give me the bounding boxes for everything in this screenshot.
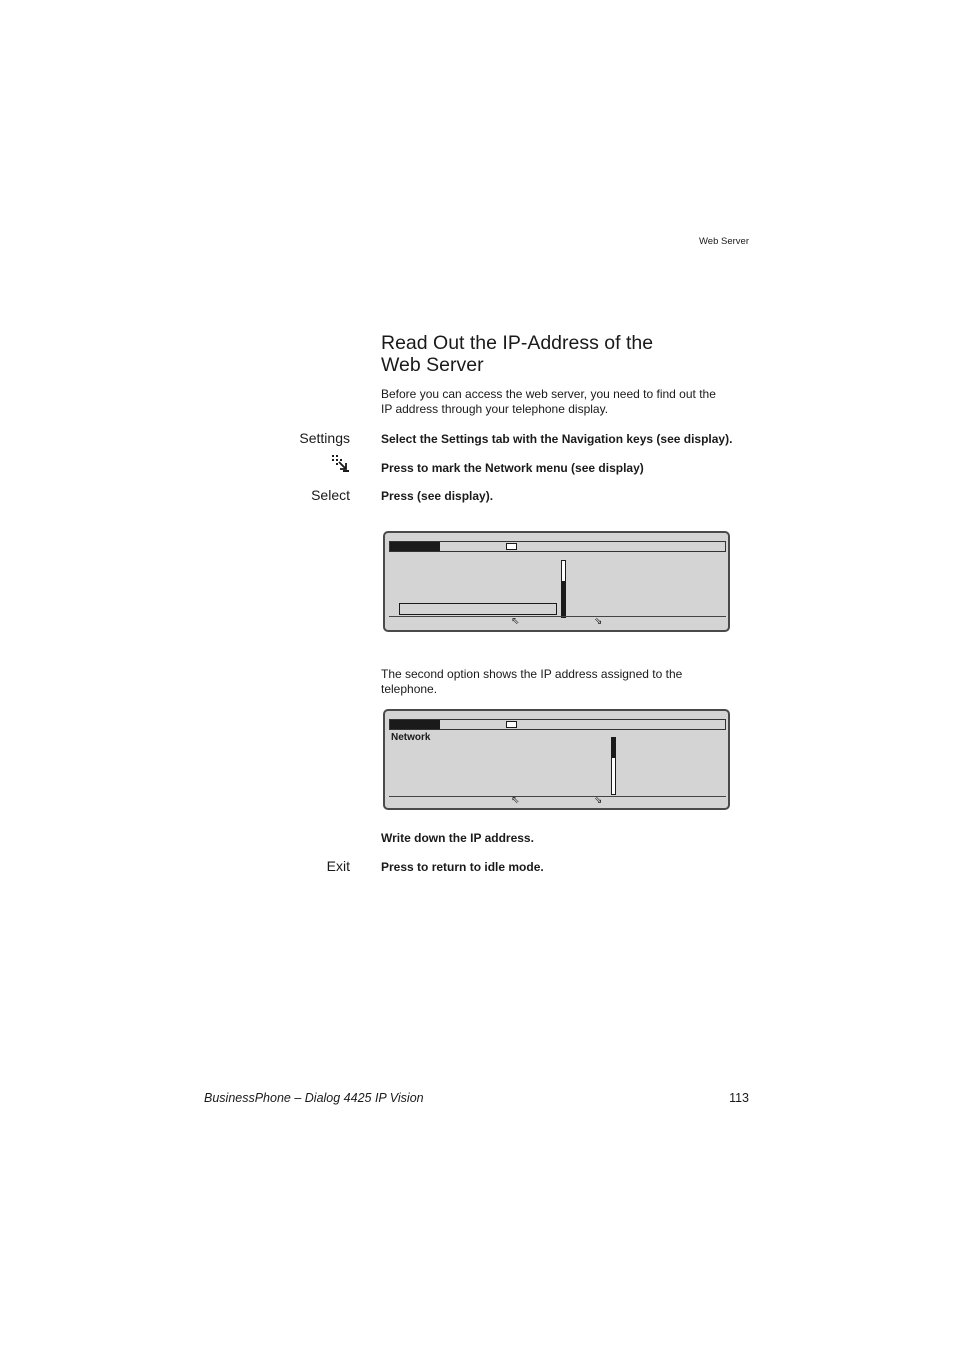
intro-line-2: IP address through your telephone display. — [381, 402, 609, 416]
display-softkey-divider — [389, 616, 726, 617]
footer-product-name: BusinessPhone – Dialog 4425 IP Vision — [204, 1091, 424, 1105]
settings-key-label: Settings — [299, 430, 350, 446]
nav-down-right-icon: ⇘ — [594, 795, 603, 806]
note-line-1: The second option shows the IP address assigned to the — [381, 667, 683, 681]
select-key-label: Select — [311, 487, 350, 503]
section-title-line-2: Web Server — [381, 354, 484, 376]
display-menu-caption: Network — [391, 732, 431, 743]
display-selection-box — [399, 603, 557, 615]
nav-down-right-icon: ⇘ — [594, 616, 603, 627]
display-scrollbar — [561, 560, 566, 618]
nav-up-left-icon: ⇖ — [511, 795, 520, 806]
display-scrollbar — [611, 737, 616, 795]
display-scrollbar-thumb — [562, 581, 565, 617]
note-paragraph — [381, 667, 721, 696]
phone-display-network — [383, 709, 730, 810]
step-return-idle: Press to return to idle mode. — [381, 860, 544, 874]
step-press-select: Press (see display). — [381, 489, 494, 503]
footer-page-number: 113 — [729, 1091, 749, 1105]
section-title — [381, 332, 761, 376]
section-title-line-1: Read Out the IP-Address of the — [381, 332, 654, 354]
step-write-down-ip: Write down the IP address. — [381, 831, 534, 845]
display-scrollbar-thumb — [612, 738, 615, 758]
display-softkey-divider — [389, 796, 726, 797]
display-tab-bar — [389, 541, 726, 552]
display-tab-bar — [389, 719, 726, 730]
display-tab-icon — [506, 543, 517, 550]
display-active-tab — [390, 542, 440, 551]
step-mark-network-menu: Press to mark the Network menu (see display) — [381, 461, 644, 475]
display-active-tab — [390, 720, 440, 729]
display-tab-icon — [506, 721, 517, 728]
intro-line-1: Before you can access the web server, you need to find out the — [381, 387, 716, 401]
intro-paragraph — [381, 387, 751, 417]
exit-key-label: Exit — [326, 858, 350, 874]
nav-up-left-icon: ⇖ — [511, 616, 520, 627]
note-line-2: telephone. — [381, 681, 438, 696]
step-select-settings-tab: Select the Settings tab with the Navigation keys (see display). — [381, 432, 733, 446]
running-head: Web Server — [699, 236, 749, 247]
phone-display-settings — [383, 531, 730, 632]
navigation-key-icon — [331, 454, 351, 474]
